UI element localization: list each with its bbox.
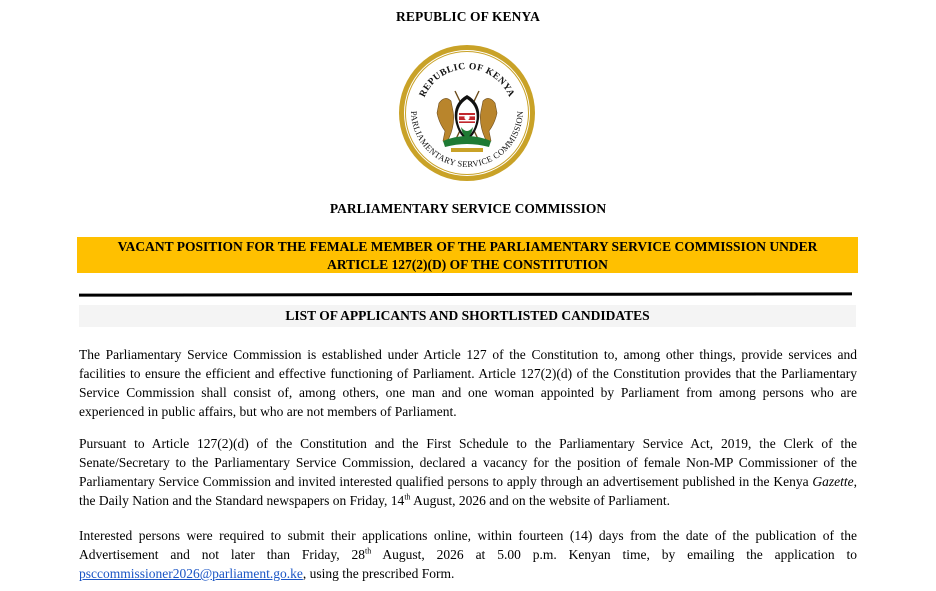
coat-of-arms-icon bbox=[437, 91, 497, 152]
ordinal-suffix: th bbox=[365, 546, 372, 556]
seal-bottom-text: PARLIAMENTARY SERVICE COMMISSION bbox=[408, 110, 526, 170]
list-heading: LIST OF APPLICANTS AND SHORTLISTED CANDIDATES bbox=[79, 305, 856, 327]
divider bbox=[79, 292, 852, 296]
banner-line-2: ARTICLE 127(2)(D) OF THE CONSTITUTION bbox=[327, 257, 608, 272]
paragraph-application-text-c: , using the prescribed Form. bbox=[302, 566, 455, 581]
paragraph-application-text-a: Interested persons were required to submit their applications online, within fourteen (14) days from the date of the publication of the Advertisement and not later than Friday, 28 bbox=[79, 528, 857, 562]
gazette-text: Gazette bbox=[812, 474, 854, 489]
ordinal-suffix: th bbox=[404, 492, 411, 502]
paragraph-application-text-b: August, 2026 at 5.00 p.m. Kenyan time, by emailing the application to bbox=[371, 547, 857, 562]
republic-title: REPUBLIC OF KENYA bbox=[396, 9, 540, 24]
paragraph-vacancy-text-b: , the Daily Nation and the Standard newspapers on Friday, 14 bbox=[79, 474, 857, 508]
vacancy-banner bbox=[77, 237, 858, 273]
banner-line-1: VACANT POSITION FOR THE FEMALE MEMBER OF THE PARLIAMENTARY SERVICE COMMISSION UNDER bbox=[117, 239, 818, 254]
seal-top-text: REPUBLIC OF KENYA bbox=[418, 61, 516, 99]
paragraph-vacancy-text-a: Pursuant to Article 127(2)(d) of the Constitution and the First Schedule to the Parliamentary Service Act, 2019, the Clerk of the Senate/Secretary to the Parliamentary Service Commission, declared a vacancy for the position of female Non-MP Commissioner of the Parliamentary Service Commission and invited interested qualified persons to apply through an advertisement published in the Kenya bbox=[79, 436, 857, 489]
paragraph-vacancy-text-c: August, 2026 and on the website of Parliament. bbox=[410, 493, 671, 508]
email-link[interactable]: psccommissioner2026@parliament.go.ke bbox=[79, 566, 303, 581]
commission-seal-icon bbox=[397, 43, 537, 183]
paragraph-establishment: The Parliamentary Service Commission is established under Article 127 of the Constitution to, among other things, provide services and facilities to ensure the efficient and effective functioning of Parliament. Article 127(2)(d) of the Constitution provides that the Parliamentary Service Commission shall consist of, among others, one man and one woman appointed by Parliament from among persons who are experienced in public affairs, but who are not members of Parliament. bbox=[79, 347, 857, 419]
commission-title: PARLIAMENTARY SERVICE COMMISSION bbox=[329, 201, 607, 216]
paragraph-application bbox=[79, 526, 857, 583]
paragraph-vacancy bbox=[79, 434, 857, 510]
